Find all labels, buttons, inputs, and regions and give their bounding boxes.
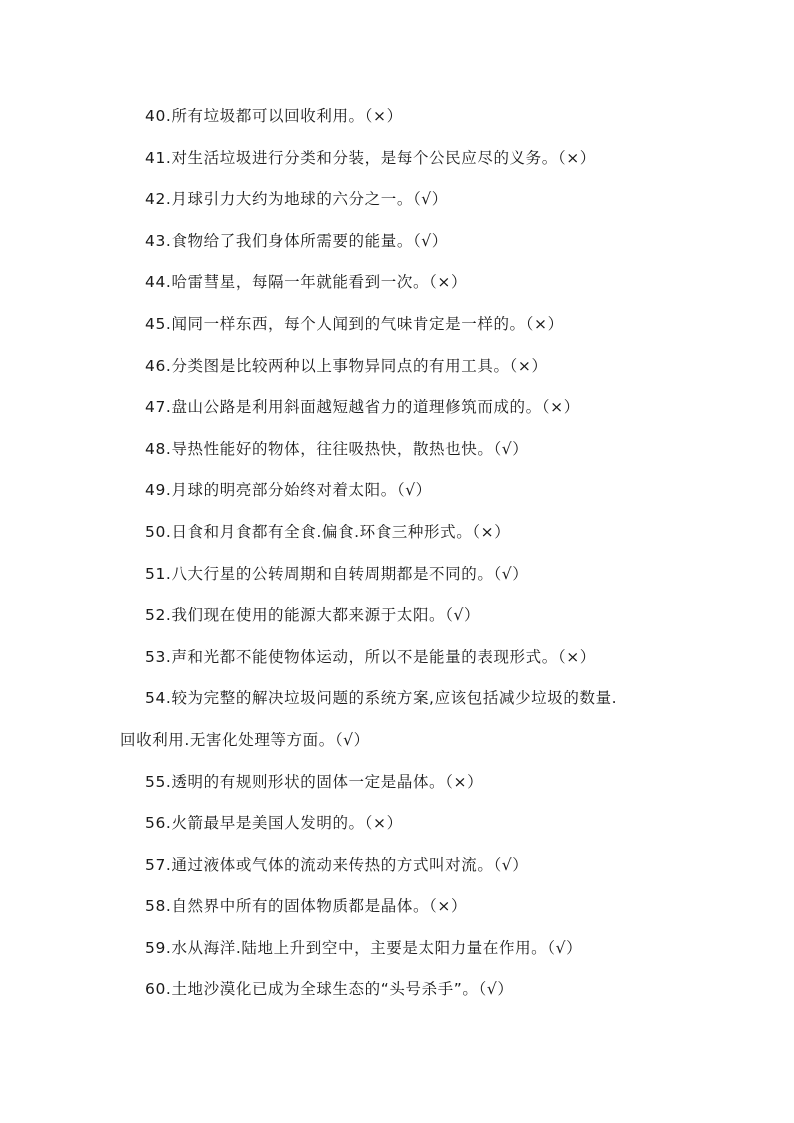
question-line-41: 41.对生活垃圾进行分类和分装，是每个公民应尽的义务。（×） xyxy=(145,148,596,167)
question-line-58: 58.自然界中所有的固体物质都是晶体。（×） xyxy=(145,897,468,916)
question-line-57: 57.通过液体或气体的流动来传热的方式叫对流。（√） xyxy=(145,855,529,874)
question-line-45: 45.闻同一样东西，每个人闻到的气味肯定是一样的。（×） xyxy=(145,314,564,333)
question-line-47: 47.盘山公路是利用斜面越短越省力的道理修筑而成的。（×） xyxy=(145,398,580,417)
question-line-59: 59.水从海洋.陆地上升到空中，主要是太阳力量在作用。（√） xyxy=(145,938,583,957)
question-line-55: 55.透明的有规则形状的固体一定是晶体。（×） xyxy=(145,772,484,791)
question-line-54-continued: 回收利用.无害化处理等方面。（√） xyxy=(120,730,370,749)
question-line-49: 49.月球的明亮部分始终对着太阳。（√） xyxy=(145,481,432,500)
question-line-60: 60.土地沙漠化已成为全球生态的“头号杀手”。（√） xyxy=(145,980,514,999)
question-line-48: 48.导热性能好的物体，往往吸热快，散热也快。（√） xyxy=(145,439,529,458)
question-line-42: 42.月球引力大约为地球的六分之一。（√） xyxy=(145,190,448,209)
question-line-50: 50.日食和月食都有全食.偏食.环食三种形式。（×） xyxy=(145,522,511,541)
question-line-43: 43.食物给了我们身体所需要的能量。（√） xyxy=(145,231,448,250)
question-line-53: 53.声和光都不能使物体运动，所以不是能量的表现形式。（×） xyxy=(145,647,596,666)
question-line-46: 46.分类图是比较两种以上事物异同点的有用工具。（×） xyxy=(145,356,548,375)
question-line-56: 56.火箭最早是美国人发明的。（×） xyxy=(145,814,403,833)
question-line-54: 54.较为完整的解决垃圾问题的系统方案,应该包括减少垃圾的数量. xyxy=(145,689,618,708)
question-line-40: 40.所有垃圾都可以回收利用。（×） xyxy=(145,107,403,125)
question-line-52: 52.我们现在使用的能源大都来源于太阳。（√） xyxy=(145,606,481,625)
question-list xyxy=(0,100,794,1015)
question-line-44: 44.哈雷彗星，每隔一年就能看到一次。（×） xyxy=(145,273,468,292)
question-line-51: 51.八大行星的公转周期和自转周期都是不同的。（√） xyxy=(145,564,529,583)
